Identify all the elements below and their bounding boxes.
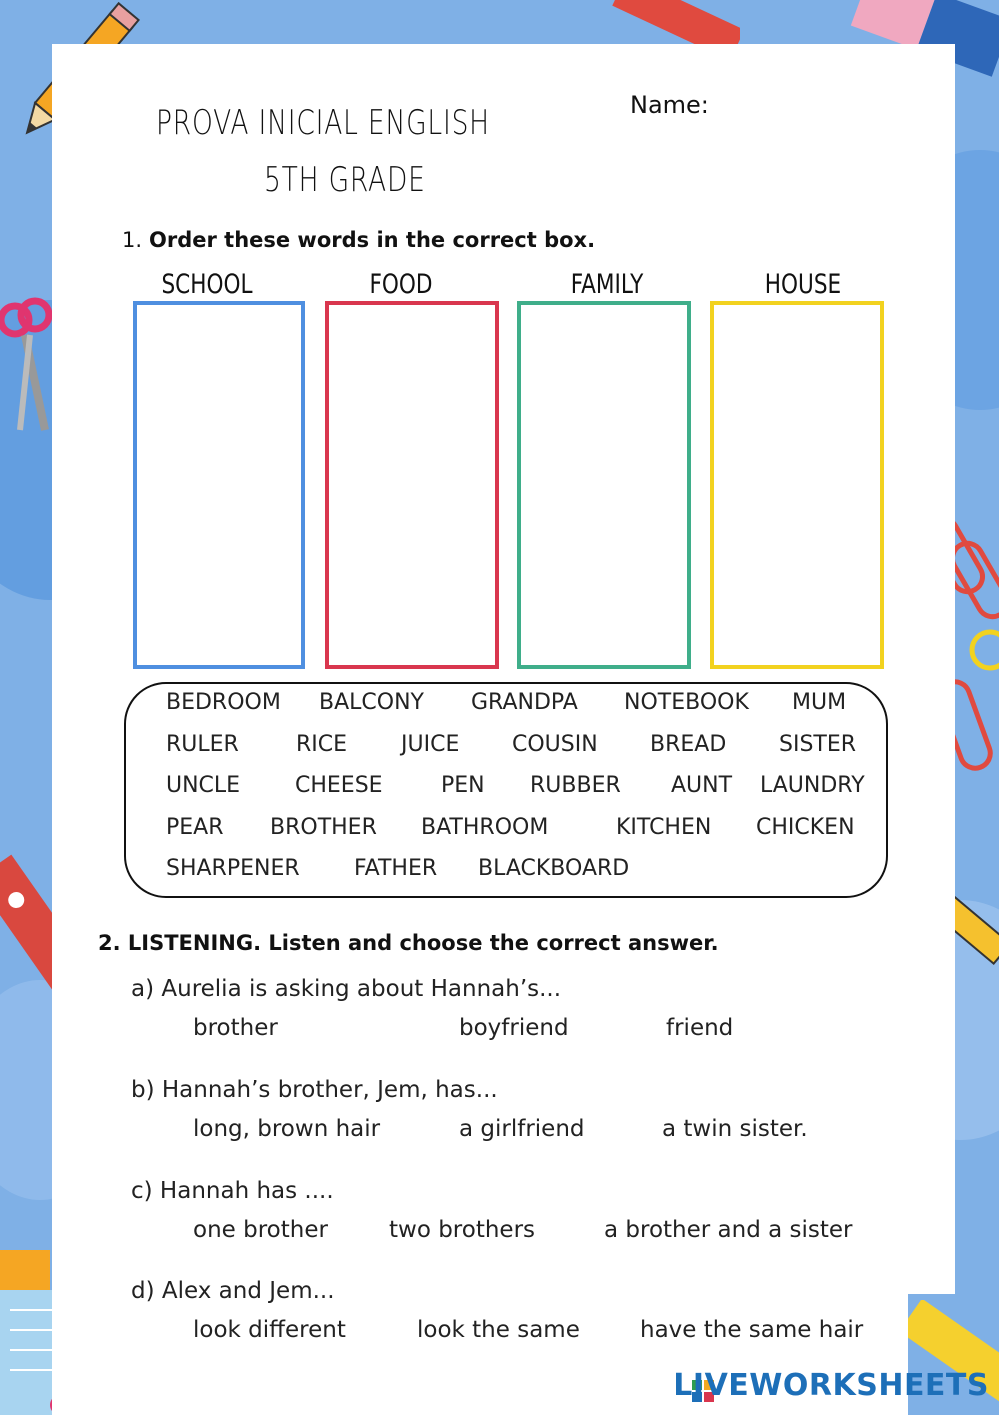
option-b3[interactable]: a twin sister. xyxy=(662,1116,808,1142)
drop-box-family[interactable] xyxy=(517,301,691,669)
word-pear[interactable]: PEAR xyxy=(166,815,224,840)
category-label-house: HOUSE xyxy=(764,269,842,300)
section2-title: 2. LISTENING. Listen and choose the correct answer. xyxy=(98,931,719,955)
name-input[interactable] xyxy=(722,88,922,122)
ruler-icon xyxy=(610,0,740,50)
word-juice[interactable]: JUICE xyxy=(401,732,460,757)
word-kitchen[interactable]: KITCHEN xyxy=(616,815,712,840)
word-sharpener[interactable]: SHARPENER xyxy=(166,856,300,881)
category-label-food: FOOD xyxy=(369,269,433,300)
word-notebook[interactable]: NOTEBOOK xyxy=(624,690,749,715)
word-bathroom[interactable]: BATHROOM xyxy=(421,815,549,840)
word-ruler[interactable]: RULER xyxy=(166,732,239,757)
word-chicken[interactable]: CHICKEN xyxy=(756,815,855,840)
word-uncle[interactable]: UNCLE xyxy=(166,773,241,798)
option-a3[interactable]: friend xyxy=(666,1015,734,1041)
liveworksheets-brand[interactable]: LIVEWORKSHEETS xyxy=(673,1368,989,1403)
word-brother[interactable]: BROTHER xyxy=(270,815,377,840)
worksheet-title-line2: 5TH GRADE xyxy=(264,160,426,200)
option-b2[interactable]: a girlfriend xyxy=(459,1116,585,1142)
word-pen[interactable]: PEN xyxy=(441,773,485,798)
option-d1[interactable]: look different xyxy=(193,1317,346,1343)
category-label-family: FAMILY xyxy=(570,269,644,300)
word-sister[interactable]: SISTER xyxy=(779,732,857,757)
question-a: a) Aurelia is asking about Hannah’s... xyxy=(131,976,562,1002)
option-b1[interactable]: long, brown hair xyxy=(193,1116,381,1142)
word-cheese[interactable]: CHEESE xyxy=(295,773,383,798)
drop-box-food[interactable] xyxy=(325,301,499,669)
category-label-school: SCHOOL xyxy=(161,269,253,300)
word-aunt[interactable]: AUNT xyxy=(671,773,733,798)
option-a1[interactable]: brother xyxy=(193,1015,278,1041)
word-mum[interactable]: MUM xyxy=(792,690,847,715)
word-laundry[interactable]: LAUNDRY xyxy=(760,773,865,798)
option-c2[interactable]: two brothers xyxy=(389,1217,536,1243)
word-blackboard[interactable]: BLACKBOARD xyxy=(478,856,630,881)
question-c: c) Hannah has .... xyxy=(131,1178,334,1204)
section1-instruction: Order these words in the correct box. xyxy=(149,228,596,252)
question-number: 1. xyxy=(122,228,143,252)
word-father[interactable]: FATHER xyxy=(354,856,438,881)
option-c1[interactable]: one brother xyxy=(193,1217,328,1243)
word-balcony[interactable]: BALCONY xyxy=(319,690,424,715)
option-d2[interactable]: look the same xyxy=(417,1317,580,1343)
drop-box-house[interactable] xyxy=(710,301,884,669)
option-a2[interactable]: boyfriend xyxy=(459,1015,569,1041)
drop-box-school[interactable] xyxy=(133,301,305,669)
question-d: d) Alex and Jem... xyxy=(131,1278,335,1304)
scissors-icon xyxy=(0,290,60,440)
word-cousin[interactable]: COUSIN xyxy=(512,732,598,757)
worksheet-title-line1: PROVA INICIAL ENGLISH xyxy=(156,103,490,143)
option-c3[interactable]: a brother and a sister xyxy=(604,1217,853,1243)
question-b: b) Hannah’s brother, Jem, has... xyxy=(131,1077,498,1103)
word-grandpa[interactable]: GRANDPA xyxy=(471,690,578,715)
word-bedroom[interactable]: BEDROOM xyxy=(166,690,281,715)
option-d3[interactable]: have the same hair xyxy=(640,1317,864,1343)
word-rubber[interactable]: RUBBER xyxy=(530,773,621,798)
word-rice[interactable]: RICE xyxy=(296,732,348,757)
word-bread[interactable]: BREAD xyxy=(650,732,727,757)
name-label: Name: xyxy=(630,91,709,119)
